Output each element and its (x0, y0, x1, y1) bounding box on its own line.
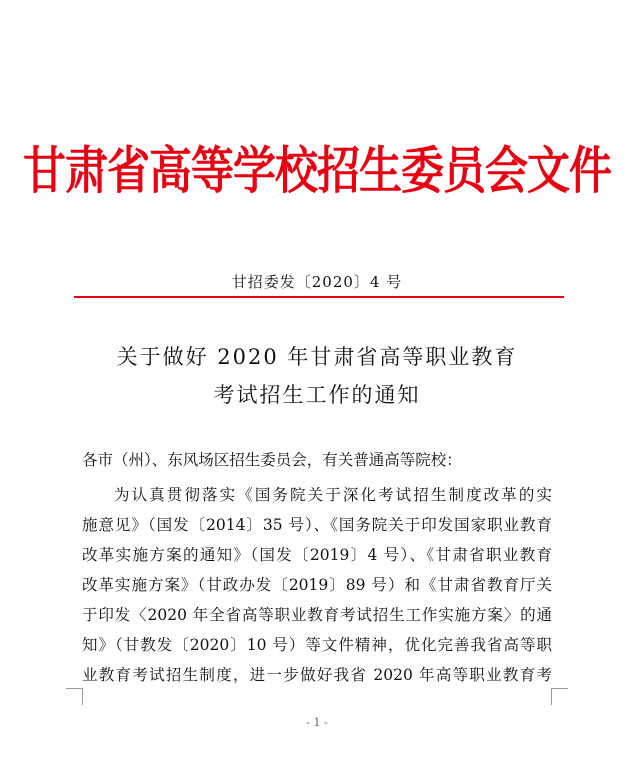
body-line: 知》（甘教发〔2020〕10 号）等文件精神，优化完善我省高等职 (82, 636, 552, 654)
notice-title-line-1: 关于做好 2020 年甘肃省高等职业教育 (116, 345, 518, 369)
body-line: 为认真贯彻落实《国务院关于深化考试招生制度改革的实 (114, 486, 552, 504)
masthead-title: 甘肃省高等学校招生委员会文件 (23, 141, 611, 201)
body-line: 施意见》（国发〔2014〕35 号）、《国务院关于印发国家职业教育 (82, 516, 552, 534)
body-line: 业教育考试招生制度，进一步做好我省 2020 年高等职业教育考 (82, 666, 552, 684)
margin-crop-mark-right (551, 688, 568, 705)
document-number: 甘招委发〔2020〕4 号 (231, 273, 403, 291)
margin-crop-mark-left (66, 688, 83, 705)
red-divider (74, 296, 564, 298)
body-line: 改革实施方案》（甘政办发〔2019〕89 号）和《甘肃省教育厅关 (82, 576, 552, 594)
page-number: - 1 - (306, 716, 328, 729)
notice-title-line-2: 考试招生工作的通知 (213, 383, 421, 407)
body-line: 改革实施方案的通知》（国发〔2019〕4 号）、《甘肃省职业教育 (82, 546, 552, 564)
salutation: 各市（州）、东风场区招生委员会，有关普通高等院校： (82, 451, 462, 469)
body-line: 于印发〈2020 年全省高等职业教育考试招生工作实施方案〉的通 (82, 606, 552, 624)
